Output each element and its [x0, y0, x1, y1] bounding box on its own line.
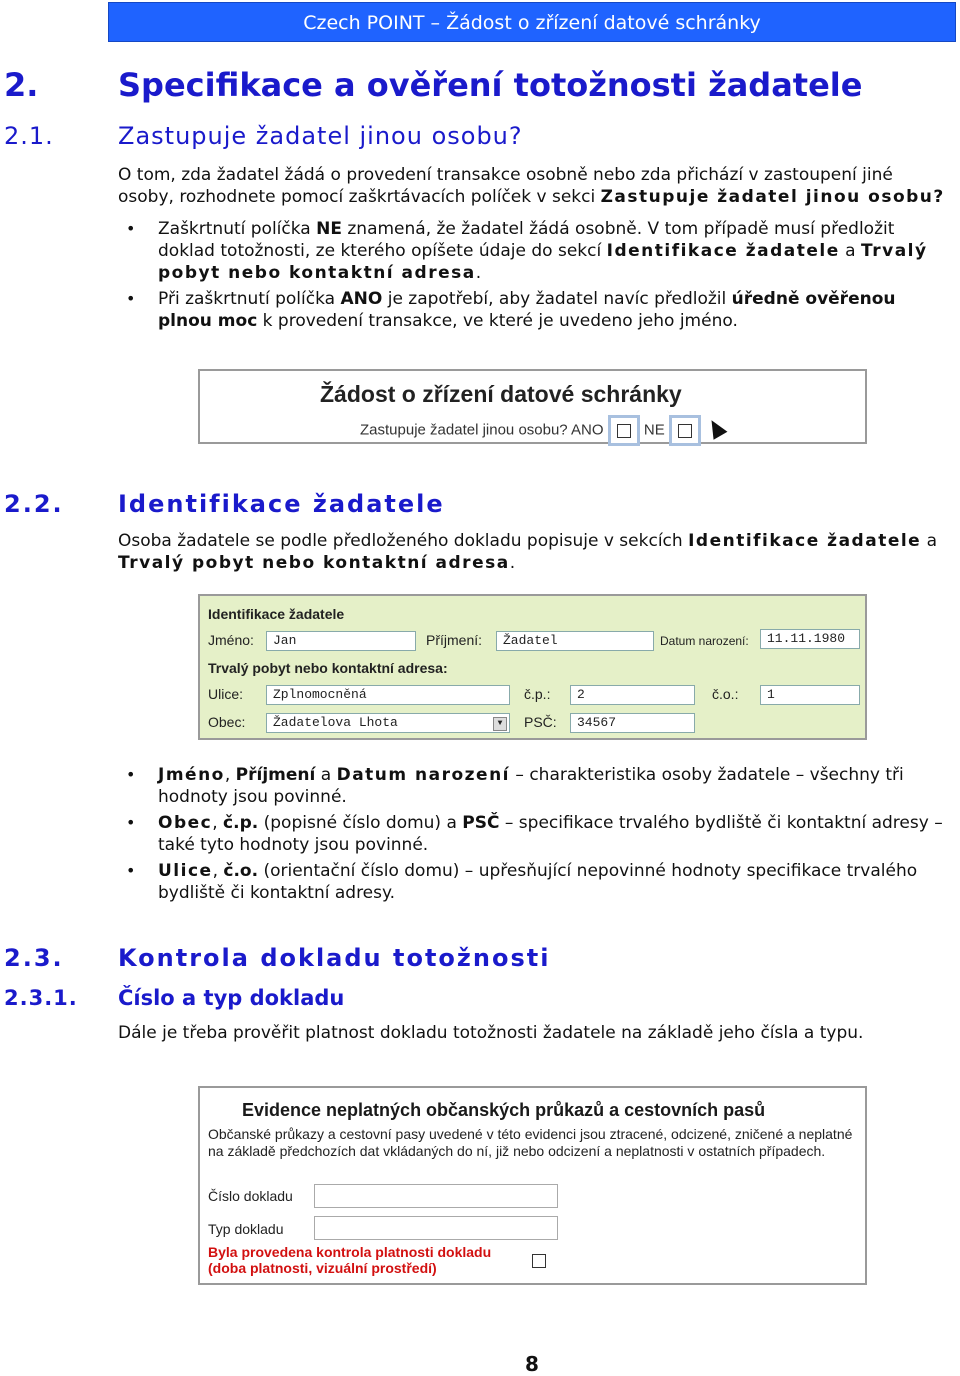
- psc-label: PSČ:: [524, 714, 557, 730]
- section-2-2-bullets: [118, 764, 948, 908]
- section-2-1-number: 2.1.: [4, 122, 54, 150]
- bullet-ne: • Zaškrtnutí políčka NE znamená, že žadatel žádá osobně. V tom případě musí předložit doklad totožnosti, ze kterého opíšete údaje do sekcí Identifikace žadatele a Trvalý pobyt nebo kontaktní adresa.: [118, 218, 948, 284]
- section-2-3-number: 2.3.: [4, 944, 64, 972]
- cislo-dokladu-field[interactable]: [314, 1184, 558, 1208]
- co-field[interactable]: 1: [760, 685, 860, 705]
- section-2-2-title: Identifikace žadatele: [118, 490, 445, 518]
- section-2-2-text: Osoba žadatele se podle předloženého dokladu popisuje v sekcích Identifikace žadatele a Trvalý pobyt nebo kontaktní adresa.: [118, 531, 938, 573]
- section-2-3-1-text: Dále je třeba prověřit platnost dokladu totožnosti žadatele na základě jeho čísla a typu.: [118, 1023, 864, 1043]
- section-2-2-number: 2.2.: [4, 490, 64, 518]
- section-2-3-1-number: 2.3.1.: [4, 986, 78, 1010]
- ano-checkbox-highlight: [608, 415, 640, 446]
- screenshot-identifikace-form: [198, 594, 867, 740]
- header-title: Czech POINT – Žádost o zřízení datové schránky: [303, 12, 761, 34]
- obec-select[interactable]: [266, 713, 510, 733]
- datum-label: Datum narození:: [660, 634, 749, 648]
- section-2-title: Specifikace a ověření totožnosti žadatele: [118, 66, 863, 104]
- evidence-description: Občanské průkazy a cestovní pasy uvedené v této evidenci jsou ztracené, odcizené, zničené a neplatné na základě předchozích dat vkládaných do ní, již nebo odcizení a neplatnosti v ostatních případech.: [208, 1126, 853, 1159]
- screenshot-zastupuje: [198, 369, 867, 444]
- prijmeni-label: Příjmení:: [426, 632, 483, 648]
- prijmeni-field[interactable]: Žadatel: [496, 631, 654, 651]
- screenshot1-question: Zastupuje žadatel jinou osobu?: [360, 421, 568, 439]
- cp-label: č.p.:: [524, 686, 551, 702]
- bullet-upresneni: • Ulice, č.o. (orientační číslo domu) – upřesňující nepovinné hodnoty specifikace trvalého bydliště či kontaktní adresy.: [118, 860, 948, 904]
- jmeno-field[interactable]: Jan: [266, 631, 416, 651]
- kontrola-checkbox-wrap: [532, 1252, 546, 1270]
- screenshot-evidence: [198, 1086, 867, 1285]
- section-2-3-title: Kontrola dokladu totožnosti: [118, 944, 551, 972]
- ne-checkbox[interactable]: [678, 424, 692, 438]
- bullet-adresa: • Obec, č.p. (popisné číslo domu) a PSČ – specifikace trvalého bydliště či kontaktní adresy – také tyto hodnoty jsou povinné.: [118, 812, 948, 856]
- screenshot1-question-row: [360, 415, 701, 446]
- section-2-number: 2.: [4, 66, 39, 104]
- section-2-3-1-title: Číslo a typ dokladu: [118, 986, 345, 1010]
- section-2-1-intro: O tom, zda žadatel žádá o provedení transakce osobně nebo zda přichází v zastoupení jiné osoby, rozhodnete pomocí zaškrtávacích políček v sekci Zastupuje žadatel jinou osobu?: [118, 165, 945, 207]
- cp-field[interactable]: 2: [570, 685, 695, 705]
- cislo-dokladu-label: Číslo dokladu: [208, 1188, 293, 1204]
- form-section-identifikace: Identifikace žadatele: [208, 606, 345, 622]
- evidence-title: Evidence neplatných občanských průkazů a cestovních pasů: [242, 1100, 766, 1120]
- kontrola-platnosti-label: Byla provedena kontrola platnosti dokladu (doba platnosti, vizuální prostředí): [208, 1244, 492, 1276]
- ano-checkbox[interactable]: [617, 424, 631, 438]
- dropdown-arrow-icon[interactable]: ▼: [493, 717, 507, 731]
- page-number: 8: [525, 1352, 539, 1376]
- ulice-label: Ulice:: [208, 686, 244, 702]
- ulice-field[interactable]: Zplnomocněná: [266, 685, 510, 705]
- section-2-1-title: Zastupuje žadatel jinou osobu?: [118, 122, 523, 150]
- typ-dokladu-field[interactable]: [314, 1216, 558, 1240]
- ano-label: ANO: [571, 421, 604, 439]
- psc-field[interactable]: 34567: [570, 713, 695, 733]
- document-header: [108, 2, 956, 42]
- form-section-pobyt: Trvalý pobyt nebo kontaktní adresa:: [208, 660, 448, 676]
- co-label: č.o.:: [712, 686, 739, 702]
- datum-field[interactable]: 11.11.1980: [760, 629, 860, 649]
- typ-dokladu-label: Typ dokladu: [208, 1221, 284, 1237]
- screenshot1-title: Žádost o zřízení datové schránky: [320, 381, 682, 407]
- obec-label: Obec:: [208, 714, 246, 730]
- jmeno-label: Jméno:: [208, 632, 254, 648]
- ne-checkbox-highlight: [669, 415, 701, 446]
- obec-value: Žadatelova Lhota: [273, 715, 398, 730]
- kontrola-checkbox[interactable]: [532, 1254, 546, 1268]
- bullet-osoba: • Jméno, Příjmení a Datum narození – charakteristika osoby žadatele – všechny tři hodnoty jsou povinné.: [118, 764, 948, 808]
- section-2-1-bullets: [118, 218, 948, 336]
- mouse-cursor-icon: [705, 416, 728, 440]
- bullet-ano: • Při zaškrtnutí políčka ANO je zapotřebí, aby žadatel navíc předložil úředně ověřenou plnou moc k provedení transakce, ve které je uvedeno jeho jméno.: [118, 288, 948, 332]
- ne-label: NE: [643, 421, 665, 439]
